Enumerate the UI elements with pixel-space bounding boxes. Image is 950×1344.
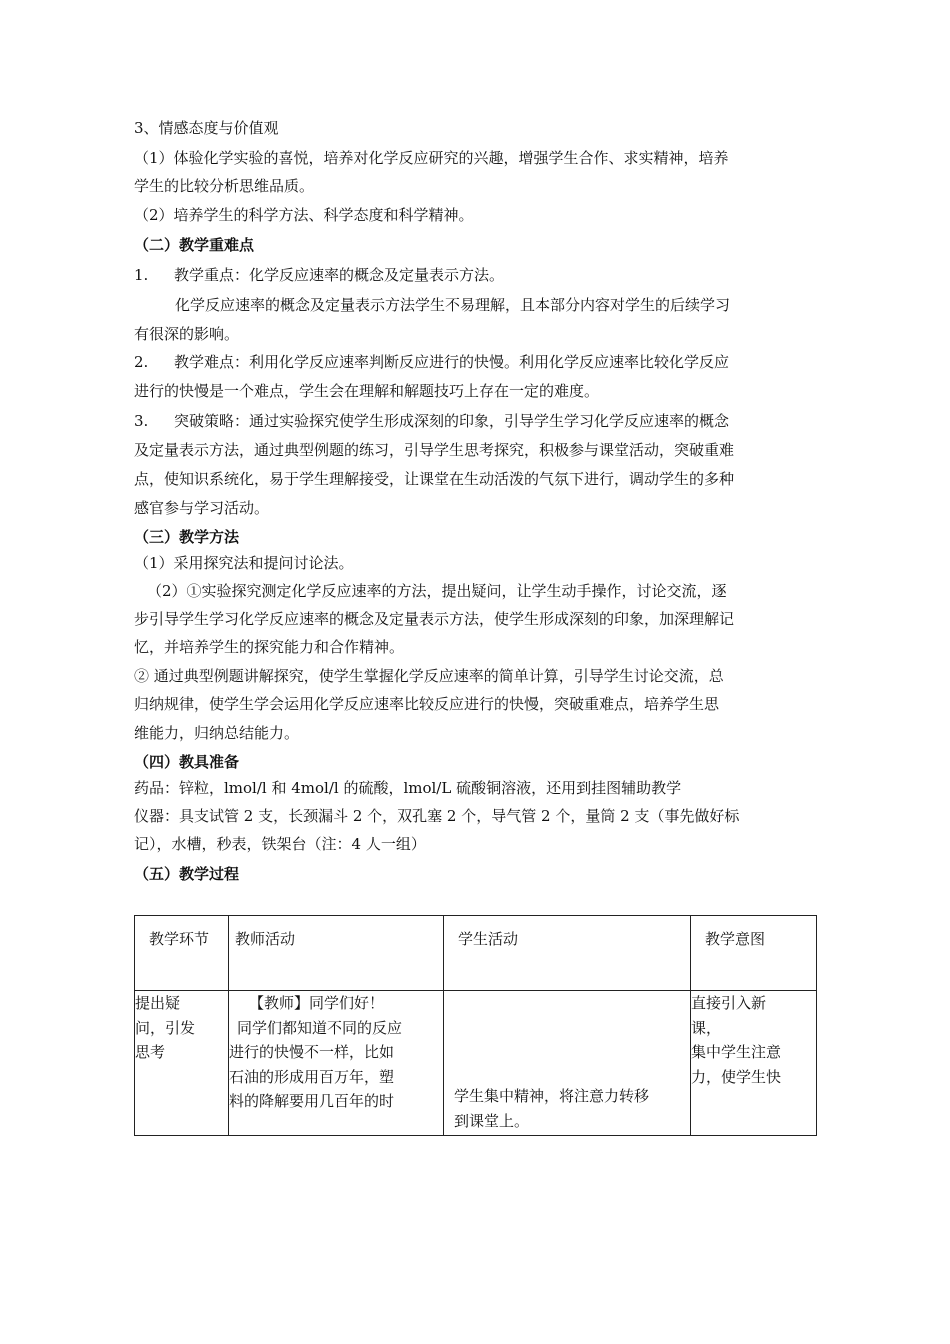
section-heading-process: （五）教学过程	[134, 865, 240, 883]
header-cell	[229, 916, 444, 991]
paragraph-line: 忆，并培养学生的探究能力和合作精神。	[134, 638, 405, 656]
paragraph-line: 化学反应速率的概念及定量表示方法学生不易理解，且本部分内容对学生的后续学习	[175, 296, 731, 314]
table-header-row	[135, 916, 817, 991]
paragraph-line: 及定量表示方法，通过典型例题的练习，引导学生思考探究，积极参与课堂活动，突破重难	[134, 441, 735, 459]
teacher-cell	[229, 991, 444, 1136]
intent-line: 力，使学生快	[691, 1067, 782, 1086]
header-cell	[135, 916, 229, 991]
item-number: 2.	[134, 353, 149, 371]
header-stage: 教学环节	[149, 930, 210, 948]
paragraph-line: 学生的比较分析思维品质。	[134, 177, 315, 195]
stage-cell	[135, 991, 229, 1136]
stage-line: 提出疑	[135, 994, 181, 1012]
intent-line: 直接引入新	[691, 994, 767, 1012]
lesson-process-table	[134, 915, 817, 1136]
student-line: 学生集中精神，将注意力转移	[454, 1087, 650, 1105]
header-student: 学生活动	[458, 930, 519, 948]
paragraph-line: 归纳规律，使学生学会运用化学反应速率比较反应进行的快慢，突破重难点，培养学生思	[134, 695, 720, 713]
paragraph-line: （1）采用探究法和提问讨论法。	[134, 554, 354, 572]
item-text: 教学重点：化学反应速率的概念及定量表示方法。	[174, 266, 505, 284]
item-text: 教学难点：利用化学反应速率判断反应进行的快慢。利用化学反应速率比较化学反应	[174, 353, 730, 371]
numbered-item-3	[134, 411, 824, 431]
header-cell	[691, 916, 817, 991]
teacher-line: 同学们都知道不同的反应	[237, 1018, 403, 1037]
header-teacher: 教师活动	[235, 930, 296, 948]
section-heading-emotion: 3、情感态度与价值观	[134, 119, 279, 137]
item-text: 突破策略：通过实验探究使学生形成深刻的印象，引导学生学习化学反应速率的概念	[174, 412, 730, 430]
section-heading-materials: （四）教具准备	[134, 753, 240, 771]
item-number: 3.	[134, 412, 149, 430]
paragraph-line: 维能力，归纳总结能力。	[134, 724, 300, 742]
section-heading-key-points: （二）教学重难点	[134, 236, 255, 254]
paragraph-line: 感官参与学习活动。	[134, 499, 270, 517]
header-intent: 教学意图	[705, 930, 766, 948]
paragraph-line: 药品：锌粒，lmol/l 和 4mol/l 的硫酸，lmol/L 硫酸铜溶液，还用到挂图辅助教学	[134, 779, 682, 797]
teacher-line: 料的降解要用几百年的时	[229, 1092, 395, 1110]
paragraph-line: 记），水槽，秒表，铁架台（注：4 人一组）	[134, 835, 426, 853]
intent-cell	[691, 991, 817, 1136]
paragraph-line: 进行的快慢是一个难点，学生会在理解和解题技巧上存在一定的难度。	[134, 382, 600, 400]
intent-line: 课，	[691, 1018, 722, 1037]
section-heading-methods: （三）教学方法	[134, 528, 240, 546]
item-number: 1.	[134, 266, 149, 284]
student-line: 到课堂上。	[454, 1111, 530, 1130]
paragraph-line: 有很深的影响。	[134, 325, 240, 343]
stage-line: 思考	[135, 1043, 166, 1061]
paragraph-line: 点，使知识系统化，易于学生理解接受，让课堂在生动活泼的气氛下进行，调动学生的多种	[134, 470, 735, 488]
stage-line: 问，引发	[135, 1018, 196, 1037]
header-cell	[444, 916, 691, 991]
paragraph-line: （2）①实验探究测定化学反应速率的方法，提出疑问，让学生动手操作，讨论交流，逐	[147, 582, 727, 600]
numbered-item-1	[134, 265, 824, 285]
paragraph-line: ② 通过典型例题讲解探究，使学生掌握化学反应速率的简单计算，引导学生讨论交流，总	[134, 667, 724, 685]
numbered-item-2	[134, 352, 824, 372]
paragraph-line: 仪器：具支试管 2 支，长颈漏斗 2 个，双孔塞 2 个，导气管 2 个，量筒 2 支（事先做好标	[134, 807, 740, 825]
table-row	[135, 991, 817, 1136]
intent-line: 集中学生注意	[691, 1043, 782, 1061]
paragraph-line: （2）培养学生的科学方法、科学态度和科学精神。	[134, 206, 474, 224]
teacher-line: 进行的快慢不一样，比如	[229, 1043, 395, 1061]
student-cell	[444, 991, 691, 1136]
paragraph-line: 步引导学生学习化学反应速率的概念及定量表示方法，使学生形成深刻的印象，加深理解记	[134, 610, 735, 628]
paragraph-line: （1）体验化学实验的喜悦，培养对化学反应研究的兴趣，增强学生合作、求实精神，培养	[134, 149, 729, 167]
teacher-line: 【教师】同学们好！	[249, 994, 385, 1012]
teacher-line: 石油的形成用百万年，塑	[229, 1067, 395, 1086]
